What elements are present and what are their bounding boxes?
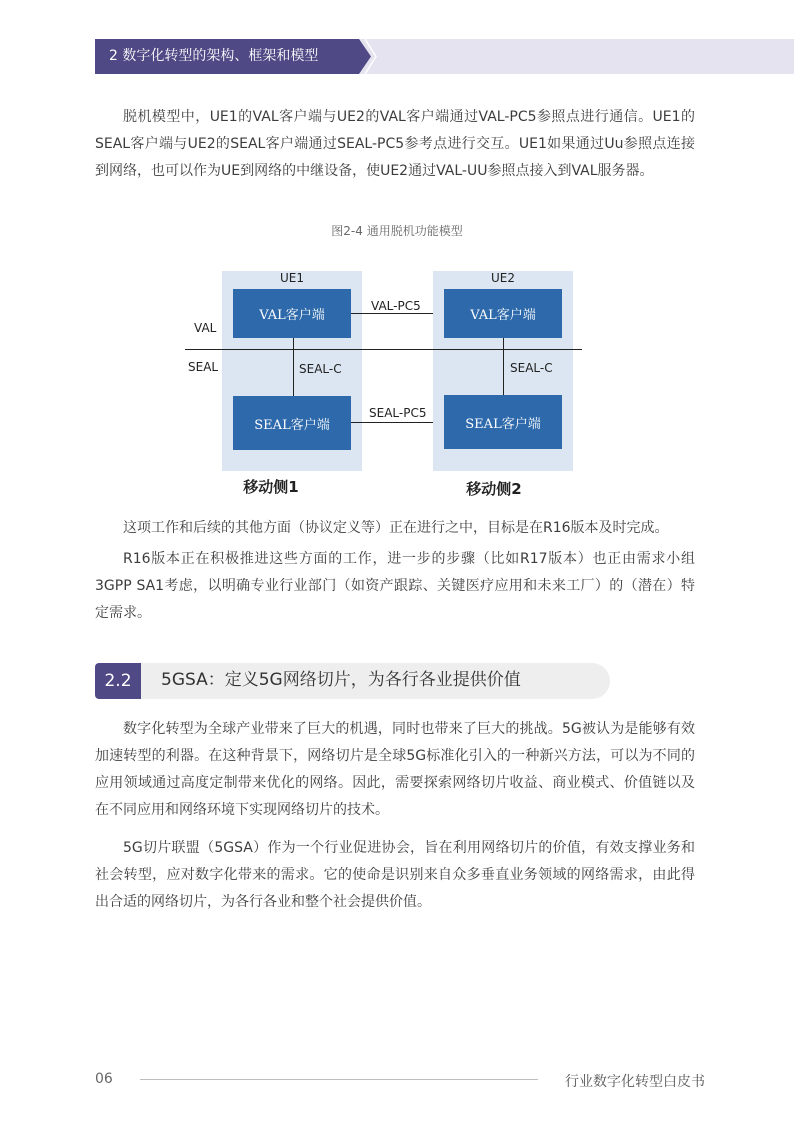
footer-doc-title: 行业数字化转型白皮书 — [565, 1074, 705, 1090]
seal-c-connector-1 — [293, 338, 294, 396]
seal-c-label-2: SEAL-C — [510, 361, 553, 375]
paragraph-network-slicing: 数字化转型为全球产业带来了巨大的机遇，同时也带来了巨大的挑战。5G被认为是能够有效加速转型的利器。在这种背景下，网络切片是全球5G标准化引入的一种新兴方法，可以为不同的应用领域通过高度定制带来优化的网络。因此，需要探索网络切片收益、商业模式、价值链以及在不同应用和网络环境下实现网络切片的技术。 — [95, 721, 695, 818]
seal-layer-label: SEAL — [188, 360, 219, 374]
section-title: 5GSA：定义5G网络切片，为各行各业提供价值 — [161, 670, 521, 690]
seal-client-box-ue2: SEAL客户端 — [444, 395, 562, 449]
seal-client-box-ue1: SEAL客户端 — [233, 396, 351, 450]
chapter-header — [95, 39, 794, 74]
seal-c-connector-2 — [503, 338, 504, 396]
val-layer-label: VAL — [194, 321, 217, 335]
val-client-box-ue1: VAL客户端 — [233, 289, 351, 338]
chapter-title: 2 数字化转型的架构、框架和模型 — [109, 48, 319, 64]
layer-divider-line — [185, 349, 582, 350]
seal-c-label-1: SEAL-C — [299, 362, 342, 376]
ue2-label: UE2 — [491, 271, 515, 285]
paragraph-r16-progress: 这项工作和后续的其他方面（协议定义等）正在进行之中，目标是在R16版本及时完成。 — [123, 520, 669, 536]
paragraph-offline-model: 脱机模型中，UE1的VAL客户端与UE2的VAL客户端通过VAL-PC5参照点进行通信。UE1的SEAL客户端与UE2的SEAL客户端通过SEAL-PC5参考点进行交互。UE1如果通过Uu参照点连接到网络，也可以作为UE到网络的中继设备，使UE2通过VAL-UU参照点接入到VAL服务器。 — [95, 109, 695, 179]
val-client-box-ue2: VAL客户端 — [444, 289, 562, 338]
paragraph-r17-steps: R16版本正在积极推进这些方面的工作，进一步的步骤（比如R17版本）也正由需求小组3GPP SA1考虑，以明确专业行业部门（如资产跟踪、关键医疗应用和未来工厂）的（潜在）特定需求。 — [95, 551, 695, 621]
section-number: 2.2 — [95, 663, 141, 699]
figure-caption: 图2-4 通用脱机功能模型 — [331, 224, 463, 238]
header-tab-arrow-edge — [365, 39, 377, 74]
mobile-side-2-label: 移动侧2 — [466, 480, 522, 498]
val-pc5-label: VAL-PC5 — [371, 299, 421, 313]
offline-model-diagram — [180, 265, 590, 505]
footer-divider — [140, 1079, 538, 1080]
seal-pc5-label: SEAL-PC5 — [369, 406, 427, 420]
val-pc5-line — [351, 313, 433, 314]
ue1-label: UE1 — [280, 271, 304, 285]
mobile-side-1-label: 移动侧1 — [243, 478, 299, 496]
paragraph-5gsa-mission: 5G切片联盟（5GSA）作为一个行业促进协会，旨在利用网络切片的价值，有效支撑业务和社会转型，应对数字化带来的需求。它的使命是识别来自众多垂直业务领域的网络需求，由此得出合适的网络切片，为各行各业和整个社会提供价值。 — [95, 840, 695, 910]
seal-pc5-line — [351, 422, 433, 423]
section-heading — [95, 663, 610, 699]
page-number: 06 — [95, 1071, 113, 1087]
